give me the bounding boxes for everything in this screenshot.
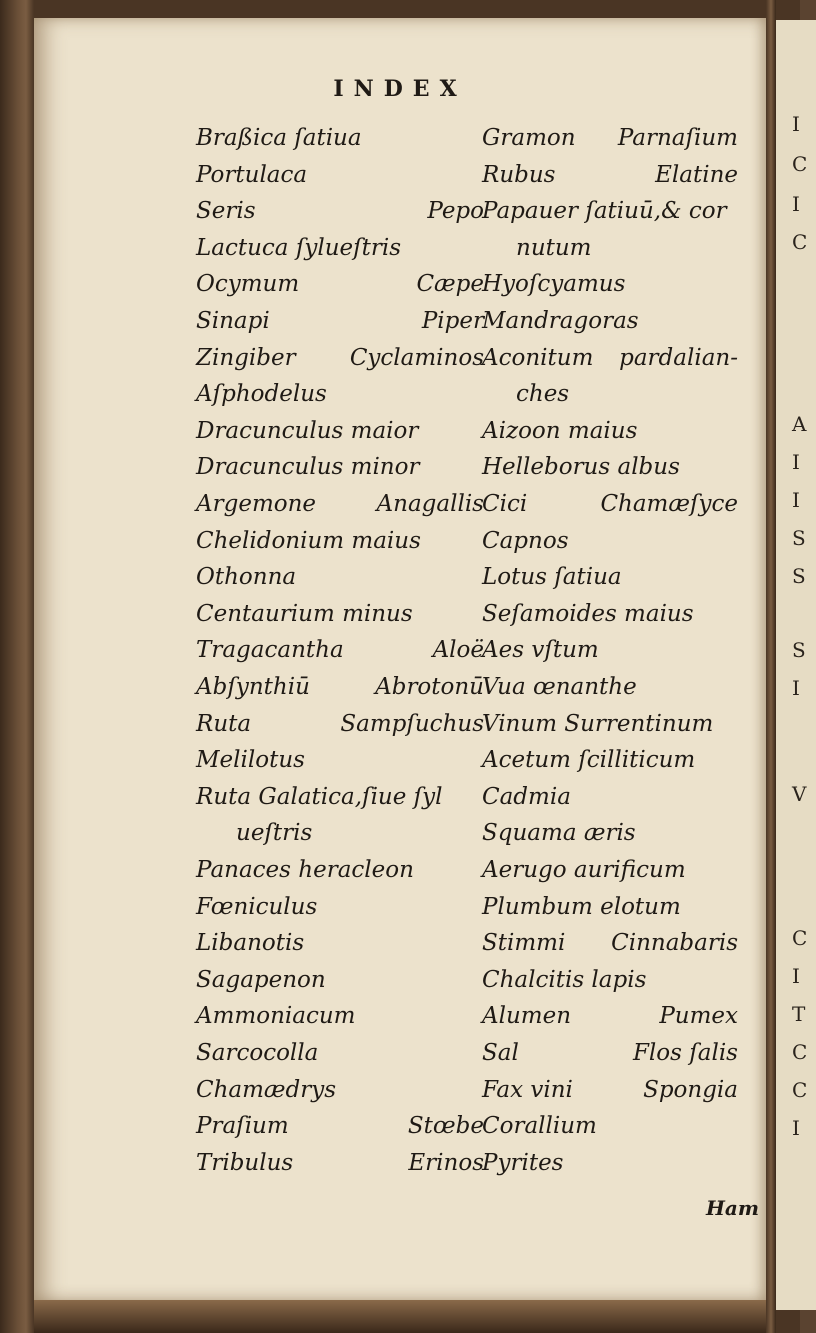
right-index-line [482, 120, 738, 156]
left-index-line [196, 1145, 484, 1181]
left-index-line [196, 523, 484, 559]
index-entry: Aes vſtum [482, 637, 599, 664]
right-index-line [482, 266, 738, 302]
facing-page-letter: I [792, 488, 800, 512]
left-index-line [236, 815, 484, 851]
index-entry: Hyoſcyamus [482, 271, 626, 298]
index-entry: Sal [482, 1040, 519, 1066]
index-entry: Centaurium minus [196, 600, 413, 627]
right-index-line [516, 376, 738, 412]
right-index-line [482, 669, 738, 705]
index-entry: Vinum Surrentinum [482, 710, 714, 737]
index-entry: Cici [482, 491, 528, 517]
left-index-line [196, 1035, 484, 1071]
left-index-line [196, 1072, 484, 1108]
book-gutter [766, 0, 776, 1333]
index-entry: Seſamoides maius [482, 600, 694, 627]
right-index-line [482, 1145, 738, 1181]
right-index-line [482, 925, 738, 961]
left-index-line [196, 1108, 484, 1144]
index-entry: Aconitum [482, 344, 594, 371]
facing-page-letter: C [792, 1040, 808, 1064]
left-index-line [196, 706, 484, 742]
right-index-line [482, 1108, 738, 1144]
left-index-line [196, 120, 484, 156]
index-entry: Anagallis [376, 491, 484, 517]
index-entry: Aizoon maius [482, 417, 638, 444]
index-entry: Cinnabaris [611, 930, 738, 957]
index-entry: Aerugo aurificum [482, 857, 686, 883]
index-entry: Aloë [432, 637, 484, 664]
right-index-line [482, 303, 738, 339]
index-entry: Cyclaminos [349, 344, 484, 371]
index-entry: Capnos [482, 527, 569, 554]
index-entry: Pyrites [482, 1149, 564, 1176]
index-entry: Zingiber [196, 344, 296, 371]
facing-page-letter: C [792, 926, 808, 950]
index-entry: ueſtris [236, 820, 313, 847]
facing-page-letter: I [792, 192, 800, 216]
index-entry: Pumex [659, 1003, 738, 1030]
right-index-line [482, 340, 738, 376]
catchword: Ham [706, 1196, 760, 1220]
index-entry: Plumbum elotum [482, 893, 681, 920]
index-entry: Tragacantha [196, 637, 344, 664]
left-index-line [196, 449, 484, 485]
facing-page-letter: T [792, 1002, 806, 1026]
index-entry: Flos ſalis [632, 1040, 738, 1066]
index-entry: Spongia [643, 1076, 738, 1103]
index-entry: Dracunculus minor [196, 454, 420, 481]
right-index-line [482, 1072, 738, 1108]
index-entry: pardalian- [619, 344, 738, 371]
page-header: INDEX [333, 76, 467, 102]
facing-page-letter: I [792, 112, 800, 136]
index-entry: Ammoniacum [196, 1003, 356, 1030]
index-entry: Portulaca [196, 161, 308, 188]
left-index-line [196, 340, 484, 376]
facing-page-letter: I [792, 450, 800, 474]
left-index-line [196, 303, 484, 339]
facing-page-letter: I [792, 1116, 800, 1140]
left-index-line [196, 413, 484, 449]
index-entry: Abrotonū [375, 674, 484, 700]
index-entry: ches [516, 381, 570, 408]
index-entry: Stimmi [482, 930, 566, 957]
index-entry: Acetum ſcilliticum [482, 747, 696, 774]
index-entry: Sagapenon [196, 966, 326, 993]
index-entry: Sarcocolla [196, 1040, 319, 1066]
index-entry: Abſynthiū [196, 674, 310, 700]
right-index-line [482, 413, 738, 449]
index-entry: Cæpe [416, 271, 484, 298]
left-index-line [196, 596, 484, 632]
left-index-line [196, 779, 484, 815]
index-entry: Lotus ſatiua [482, 564, 622, 591]
index-entry: Ocymum [196, 271, 300, 298]
right-index-line [482, 962, 738, 998]
index-entry: Braßica ſatiua [196, 125, 362, 151]
left-index-line [196, 486, 484, 522]
index-entry: Seris [196, 198, 256, 225]
index-entry: Papauer ſatiuū,& cor [482, 198, 727, 225]
facing-page-letter: I [792, 676, 800, 700]
right-index-line [482, 486, 738, 522]
right-index-line [482, 1035, 738, 1071]
right-index-line [482, 706, 738, 742]
right-index-line [482, 157, 738, 193]
index-entry: Elatine [655, 161, 738, 188]
right-index-line [482, 852, 738, 888]
right-index-line [482, 559, 738, 595]
left-index-line [196, 889, 484, 925]
facing-page-letter: C [792, 1078, 808, 1102]
facing-page-letter: S [792, 564, 806, 588]
facing-page-letter: V [792, 782, 807, 806]
left-index-line [196, 742, 484, 778]
facing-page-letter: C [792, 230, 808, 254]
page-bottom-edge [34, 1300, 774, 1333]
index-entry: Chelidonium maius [196, 527, 421, 554]
index-entry: Alumen [482, 1003, 572, 1030]
right-index-line [516, 230, 738, 266]
left-index-line [196, 376, 484, 412]
index-entry: Libanotis [196, 930, 305, 957]
index-entry: Sampſuchus [340, 710, 484, 737]
right-index-line [482, 632, 738, 668]
left-index-line [196, 852, 484, 888]
index-entry: Tribulus [196, 1149, 294, 1176]
index-entry: Stœbe [407, 1113, 484, 1140]
index-entry: Panaces heracleon [196, 857, 414, 883]
left-index-line [196, 193, 484, 229]
index-entry: Ruta Galatica,ſiue ſyl [196, 783, 443, 810]
left-index-line [196, 962, 484, 998]
right-index-line [482, 193, 738, 229]
index-entry: Helleborus albus [482, 454, 680, 481]
index-entry: Fœniculus [196, 893, 318, 920]
right-index-line [482, 742, 738, 778]
facing-page-letter: C [792, 152, 808, 176]
index-entry: Othonna [196, 564, 297, 591]
index-entry: nutum [516, 234, 592, 261]
facing-page-letter: S [792, 526, 806, 550]
right-index-line [482, 815, 738, 851]
left-index-line [196, 266, 484, 302]
left-index-line [196, 559, 484, 595]
index-entry: Praſium [196, 1113, 289, 1140]
index-entry: Cadmia [482, 783, 571, 810]
facing-page-edge [776, 20, 816, 1310]
index-entry: Lactuca ſylueſtris [196, 234, 402, 261]
index-entry: Ruta [196, 710, 252, 737]
index-entry: Chalcitis lapis [482, 966, 647, 993]
index-entry: Squama æris [482, 820, 636, 847]
facing-page-letter: S [792, 638, 806, 662]
right-index-line [482, 998, 738, 1034]
right-index-line [482, 596, 738, 632]
facing-page-letter: A [792, 412, 807, 436]
index-entry: Corallium [482, 1113, 597, 1140]
right-index-line [482, 523, 738, 559]
index-entry: Pepo [427, 198, 484, 225]
right-index-line [482, 889, 738, 925]
left-index-line [196, 925, 484, 961]
left-index-line [196, 632, 484, 668]
index-entry: Mandragoras [482, 308, 639, 334]
index-entry: Erinos [408, 1149, 484, 1176]
left-index-line [196, 669, 484, 705]
facing-page-letter: I [792, 964, 800, 988]
index-entry: Sinapi [196, 308, 270, 334]
index-entry: Parnaſium [617, 125, 738, 151]
index-entry: Chamæſyce [600, 491, 738, 517]
left-index-line [196, 230, 484, 266]
index-entry: Aſphodelus [196, 381, 327, 408]
index-entry: Gramon [482, 125, 576, 151]
index-entry: Vua œnanthe [482, 674, 637, 700]
index-entry: Piper [421, 308, 484, 334]
right-index-line [482, 779, 738, 815]
index-entry: Fax vini [482, 1076, 573, 1103]
index-entry: Argemone [196, 491, 317, 517]
left-index-line [196, 998, 484, 1034]
index-entry: Rubus [482, 161, 556, 188]
index-entry: Melilotus [196, 747, 305, 774]
left-index-line [196, 157, 484, 193]
index-entry: Chamædrys [196, 1076, 337, 1103]
right-index-line [482, 449, 738, 485]
index-entry: Dracunculus maior [196, 417, 419, 444]
